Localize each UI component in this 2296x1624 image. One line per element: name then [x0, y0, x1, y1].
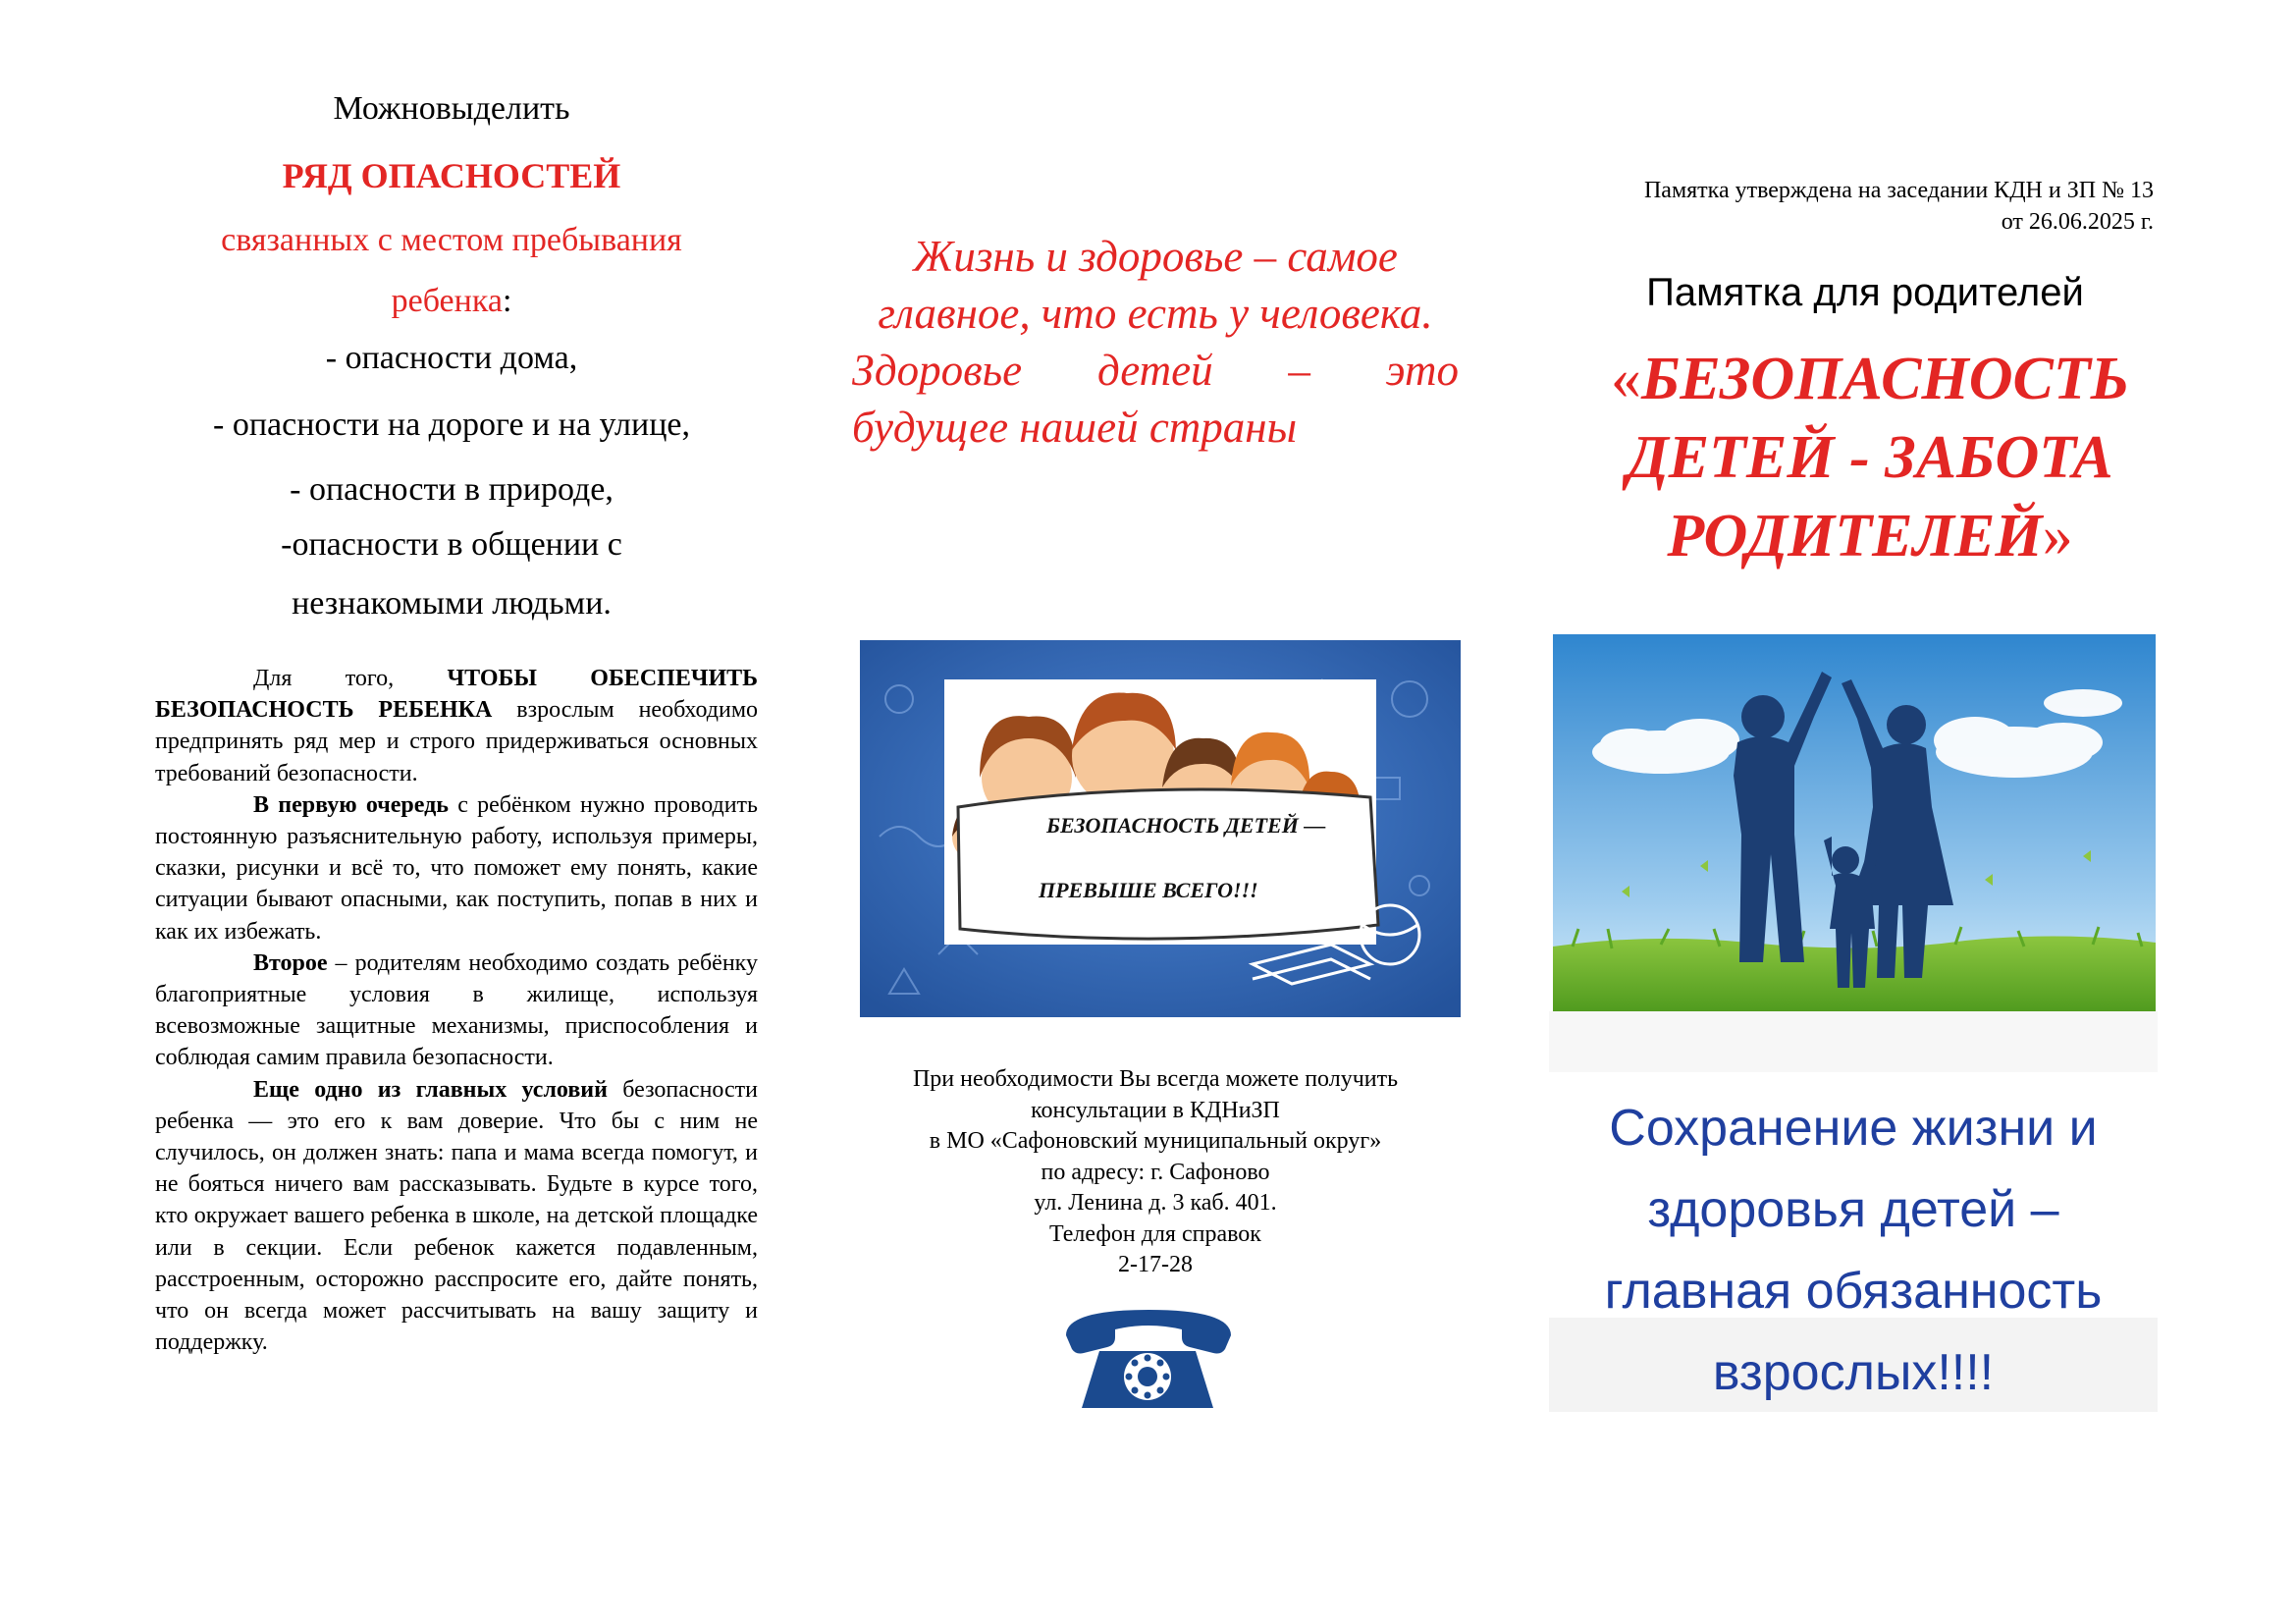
kids-safety-poster-image	[860, 640, 1461, 1017]
family-silhouette-image	[1553, 634, 2156, 1013]
approval-date: от 26.06.2025 г.	[2001, 209, 2154, 235]
advice-paragraph	[155, 789, 758, 947]
poster-text-line-1: БЕЗОПАСНОСТЬ ДЕТЕЙ —	[1046, 813, 1326, 838]
advice-body: взрослым необходимо предпринять ряд мер и строго придерживаться основных требований безопасности.	[155, 697, 759, 786]
danger-item: незнакомыми людьми.	[292, 585, 612, 622]
advice-emphasis: В первую очередь	[253, 791, 449, 818]
title-close-quote: »	[2042, 503, 2073, 569]
advice-emphasis: Второе	[253, 949, 328, 976]
advice-paragraph	[155, 1074, 758, 1359]
safety-advice-text	[155, 663, 758, 1358]
contact-line: ул. Ленина д. 3 каб. 401.	[1034, 1190, 1277, 1216]
memo-label: Памятка для родителей	[1646, 271, 2084, 314]
telephone-icon	[1060, 1306, 1235, 1412]
advice-lead: Для того,	[253, 666, 448, 691]
approval-line: Памятка утверждена на заседании КДН и ЗП № 13	[1643, 178, 2154, 203]
advice-body: – родителям необходимо создать ребёнку благоприятные условия в жилище, используя всевозможные защитные механизмы, приспособления и соблюдая самим правила безопасности.	[155, 949, 758, 1071]
dangers-subheading-text: связанных с местом пребывания ребенка	[221, 222, 682, 319]
dangers-intro: Можновыделить	[333, 90, 570, 127]
dangers-heading: РЯД ОПАСНОСТЕЙ	[282, 156, 621, 195]
dangers-subheading	[157, 210, 746, 332]
title-text: БЕЗОПАСНОСТЬ ДЕТЕЙ - ЗАБОТА РОДИТЕЛЕЙ	[1627, 346, 2130, 569]
title-open-quote: «	[1610, 346, 1641, 412]
advice-body: с ребёнком нужно проводить постоянную разъяснительную работу, используя примеры, сказки, рисунки и всё то, что поможет ему понять, какие ситуации бывают опасными, как поступить, попав в них и как их избежать.	[155, 791, 758, 945]
contact-line: по адресу: г. Сафоново	[1041, 1159, 1270, 1185]
motto-line: Жизнь и здоровье – самое главное, что есть у человека.	[878, 232, 1433, 338]
slogan-text: Сохранение жизни и здоровья детей – главная обязанность взрослых!!!!	[1604, 1100, 2103, 1401]
motto-text	[852, 228, 1459, 456]
motto-line: Здоровье детей – это	[852, 346, 1459, 395]
poster-text-line-2: ПРЕВЫШЕ ВСЕГО!!!	[1039, 878, 1258, 902]
image-caption-bar	[1549, 1011, 2158, 1072]
page-title	[1531, 340, 2209, 575]
danger-item: - опасности дома,	[325, 340, 578, 376]
motto-line: будущее нашей страны	[852, 403, 1298, 452]
danger-item: - опасности в природе,	[290, 471, 614, 508]
contact-line: консультации в КДНиЗП	[1031, 1097, 1280, 1123]
advice-emphasis: Еще одно из главных условий	[253, 1076, 608, 1103]
danger-item: -опасности в общении с	[281, 526, 622, 563]
dangers-subheading-colon: :	[502, 283, 512, 319]
danger-item: - опасности на дороге и на улице,	[213, 406, 690, 443]
contact-line: в МО «Сафоновский муниципальный округ»	[929, 1128, 1382, 1154]
contact-line: При необходимости Вы всегда можете получить	[912, 1066, 1399, 1092]
advice-body: безопасности ребенка — это его к вам доверие. Что бы с ним не случилось, он должен знать: папа и мама всегда помогут, и не бояться ничего вам рассказывать. Будьте в курсе того, кто окружает вашего ребенка в школе, на детской площадке или в секции. Если ребенок кажется подавленным, расстроенным, осторожно расспросите его, дайте понять, что он всегда может рассчитывать на вашу защиту и поддержку.	[155, 1076, 758, 1356]
approval-note	[1531, 175, 2154, 238]
advice-paragraph	[155, 947, 758, 1074]
contact-info	[852, 1064, 1459, 1281]
advice-paragraph	[155, 663, 758, 789]
advice-emphasis: ЧТОБЫ ОБЕСПЕЧИТЬ БЕЗОПАСНОСТЬ РЕБЕНКА	[155, 666, 758, 724]
contact-line: Телефон для справок	[1049, 1220, 1261, 1247]
phone-number: 2-17-28	[1118, 1252, 1193, 1277]
